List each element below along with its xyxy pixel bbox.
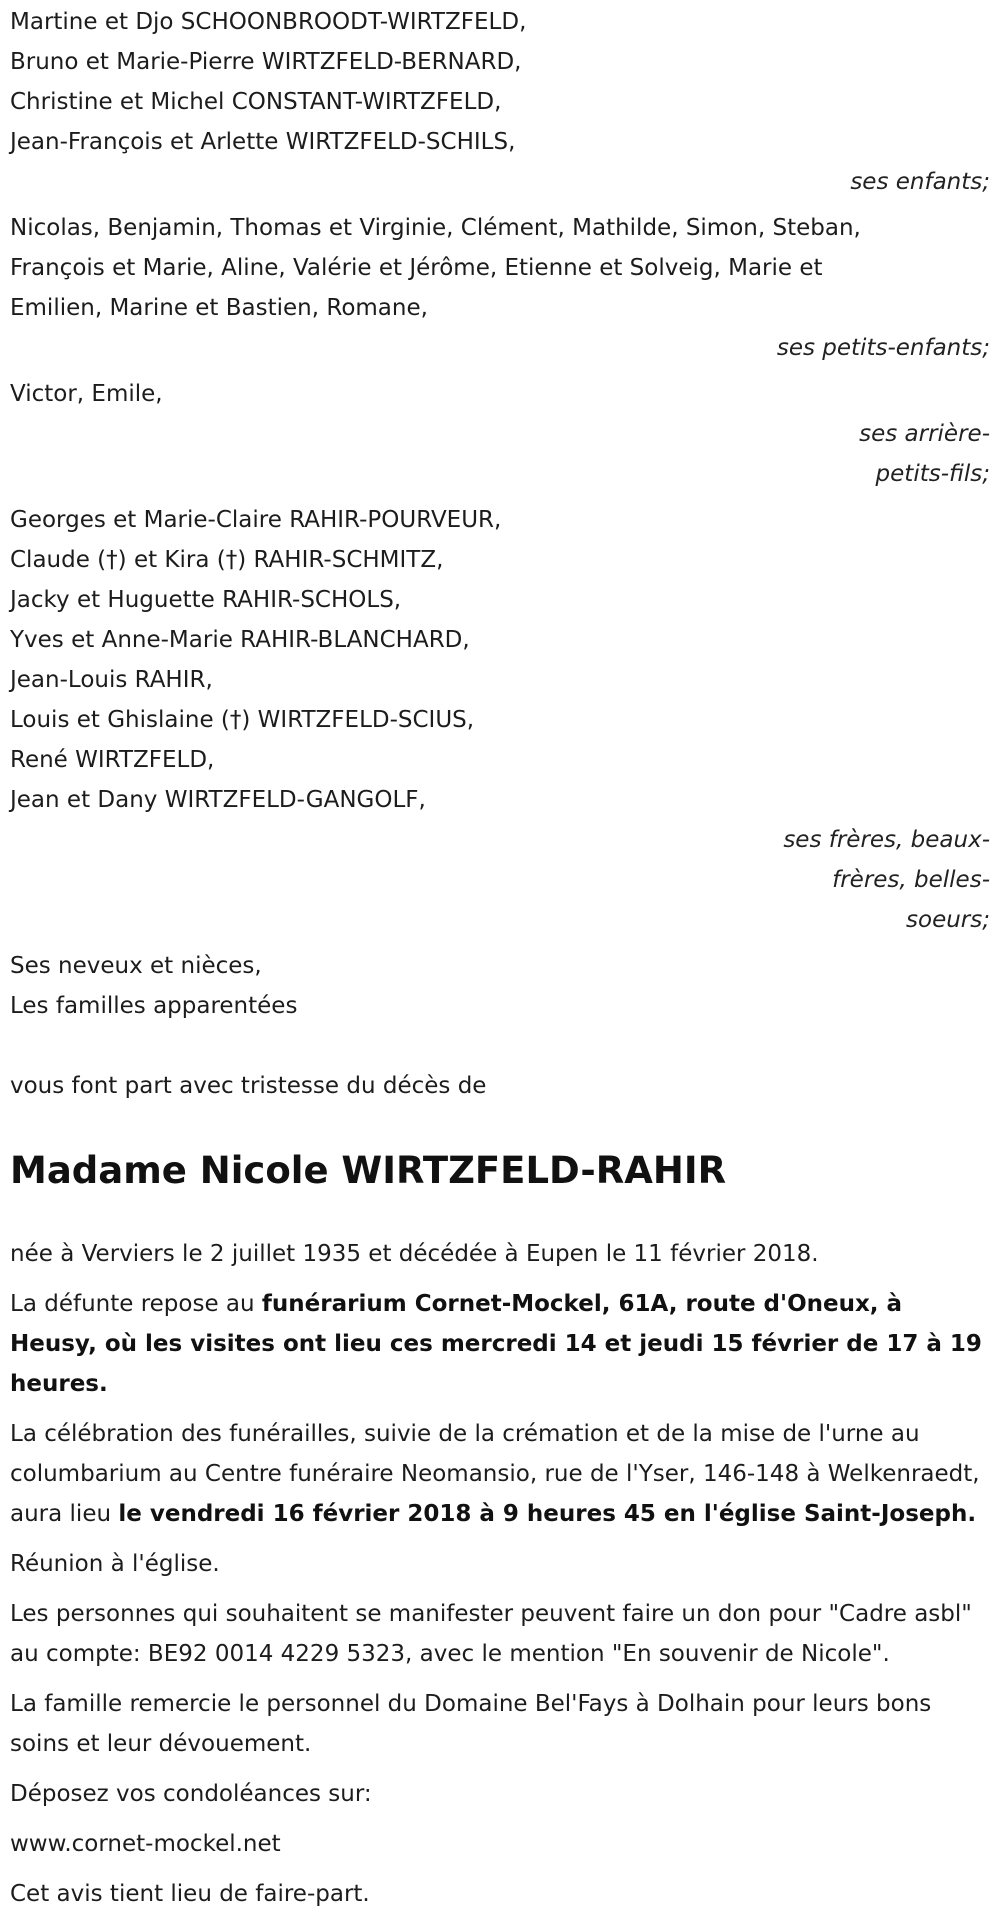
ceremony-details: le vendredi 16 février 2018 à 9 heures 45 en l'église Saint-Joseph. — [118, 1501, 977, 1527]
child-name: Bruno et Marie-Pierre WIRTZFELD-BERNARD, — [10, 49, 522, 75]
sibling-name: Louis et Ghislaine (†) WIRTZFELD-SCIUS, — [10, 707, 475, 733]
extended-family-group — [10, 946, 990, 1026]
sibling-name: Georges et Marie-Claire RAHIR-POURVEUR, — [10, 507, 502, 533]
great-grandsons-relation-1: ses arrière- — [859, 421, 990, 447]
rest-paragraph — [10, 1284, 990, 1404]
related-families: Les familles apparentées — [10, 993, 298, 1019]
ceremony-paragraph — [10, 1414, 990, 1534]
children-relation: ses enfants; — [850, 169, 990, 195]
birth-death-paragraph: née à Verviers le 2 juillet 1935 et décédée à Eupen le 11 février 2018. — [10, 1241, 819, 1267]
great-grandsons-relation-2: petits-fils; — [875, 461, 990, 487]
children-group — [10, 2, 990, 202]
condolences-label: Déposez vos condoléances sur: — [10, 1781, 372, 1807]
thanks-paragraph: La famille remercie le personnel du Domaine Bel'Fays à Dolhain pour leurs bons soins et leur dévouement. — [10, 1691, 932, 1757]
siblings-group — [10, 500, 990, 940]
siblings-relation-2: frères, belles- — [832, 867, 990, 893]
grandchildren-line: Emilien, Marine et Bastien, Romane, — [10, 295, 428, 321]
closing-paragraph: Cet avis tient lieu de faire-part. — [10, 1881, 370, 1907]
sibling-name: Claude (†) et Kira (†) RAHIR-SCHMITZ, — [10, 547, 444, 573]
sibling-name: René WIRTZFELD, — [10, 747, 215, 773]
meeting-paragraph: Réunion à l'église. — [10, 1551, 220, 1577]
deceased-name: Madame Nicole WIRTZFELD-RAHIR — [10, 1149, 727, 1192]
siblings-relation-1: ses frères, beaux- — [783, 827, 990, 853]
ceremony-prefix: La célébration des funérailles, suivie de la crémation et de la mise de l'urne au columbarium au Centre funéraire Neomansio, rue de l'Yser, 146-148 à Welkenraedt, aura lieu — [10, 1421, 980, 1527]
child-name: Christine et Michel CONSTANT-WIRTZFELD, — [10, 89, 502, 115]
announcement — [10, 1066, 990, 1106]
grandchildren-line: François et Marie, Aline, Valérie et Jérôme, Etienne et Solveig, Marie et — [10, 255, 823, 281]
rest-details: funérarium Cornet-Mockel, 61A, route d'Oneux, à Heusy, où les visites ont lieu ces mercredi 14 et jeudi 15 février de 17 à 19 heures. — [10, 1291, 982, 1397]
sibling-name: Jacky et Huguette RAHIR-SCHOLS, — [10, 587, 402, 613]
great-grandsons-group — [10, 374, 990, 494]
rest-prefix: La défunte repose au — [10, 1291, 262, 1317]
donation-paragraph: Les personnes qui souhaitent se manifester peuvent faire un don pour "Cadre asbl" au compte: BE92 0014 4229 5323, avec le mention "En souvenir de Nicole". — [10, 1601, 972, 1667]
grandchildren-line: Nicolas, Benjamin, Thomas et Virginie, Clément, Mathilde, Simon, Steban, — [10, 215, 861, 241]
child-name: Martine et Djo SCHOONBROODT-WIRTZFELD, — [10, 9, 527, 35]
sibling-name: Jean et Dany WIRTZFELD-GANGOLF, — [10, 787, 426, 813]
website-link[interactable]: www.cornet-mockel.net — [10, 1831, 281, 1857]
siblings-relation-3: soeurs; — [906, 907, 990, 933]
obituary-text — [10, 2, 990, 1924]
announcement-text: vous font part avec tristesse du décès de — [10, 1073, 487, 1099]
great-grandsons-names: Victor, Emile, — [10, 381, 163, 407]
grandchildren-group — [10, 208, 990, 368]
nephews-nieces: Ses neveux et nièces, — [10, 953, 262, 979]
child-name: Jean-François et Arlette WIRTZFELD-SCHILS, — [10, 129, 516, 155]
sibling-name: Yves et Anne-Marie RAHIR-BLANCHARD, — [10, 627, 470, 653]
grandchildren-relation: ses petits-enfants; — [776, 335, 990, 361]
sibling-name: Jean-Louis RAHIR, — [10, 667, 213, 693]
